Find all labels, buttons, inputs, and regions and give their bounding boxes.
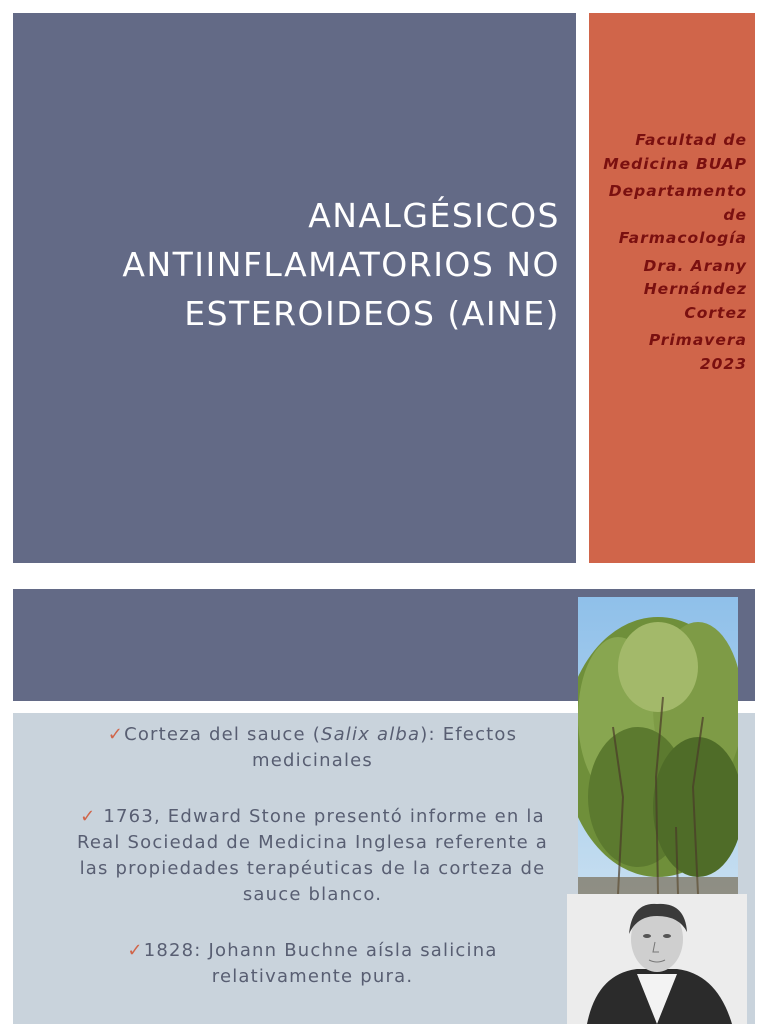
department-line-1: Departamento	[608, 182, 747, 200]
faculty-line-1: Facultad de	[635, 131, 747, 149]
faculty-line-2: Medicina BUAP	[603, 154, 747, 173]
bullet-3-text: 1828: Johann Buchne aísla salicina relativamente pura.	[143, 940, 498, 987]
author-line-1: Dra. Arany	[643, 256, 747, 275]
term-line-1: Primavera	[648, 331, 747, 349]
department-text	[592, 180, 747, 251]
title-line-2: ANTIINFLAMATORIOS NO	[122, 245, 560, 284]
check-icon: ✓	[80, 806, 97, 827]
bullet-1-before: Corteza del sauce (	[124, 724, 321, 745]
department-line-3: Farmacología	[618, 229, 747, 247]
bullet-2	[60, 804, 565, 908]
portrait-engraving	[567, 894, 747, 1024]
check-icon: ✓	[107, 724, 125, 745]
check-icon: ✓	[127, 940, 144, 961]
info-block	[592, 129, 747, 380]
author-line-3: Cortez	[684, 303, 747, 322]
title-line-1: ANALGÉSICOS	[308, 196, 560, 235]
willow-tree-icon	[578, 597, 738, 894]
info-panel	[589, 13, 755, 563]
slide2-bullets	[60, 722, 565, 1020]
author-text	[592, 255, 747, 326]
bullet-1-after: ): Efectos medicinales	[251, 724, 518, 771]
department-line-2: de	[723, 205, 747, 224]
author-line-2: Hernández	[643, 280, 747, 298]
bullet-1-species: Salix alba	[320, 724, 421, 745]
term-text	[592, 329, 747, 376]
title-panel	[13, 13, 576, 563]
bullet-2-text: 1763, Edward Stone presentó informe en la Real Sociedad de Medicina Inglesa referente a las propiedades terapéuticas de la corteza de sauce blanco.	[76, 806, 549, 905]
slide-title	[40, 191, 560, 338]
title-line-3: ESTEROIDEOS (AINE)	[184, 294, 560, 333]
faculty-text	[592, 129, 747, 176]
bullet-3	[60, 938, 565, 990]
term-line-2: 2023	[699, 354, 747, 373]
willow-tree-photo	[578, 597, 738, 894]
portrait-icon	[567, 894, 747, 1024]
bullet-1	[60, 722, 565, 774]
